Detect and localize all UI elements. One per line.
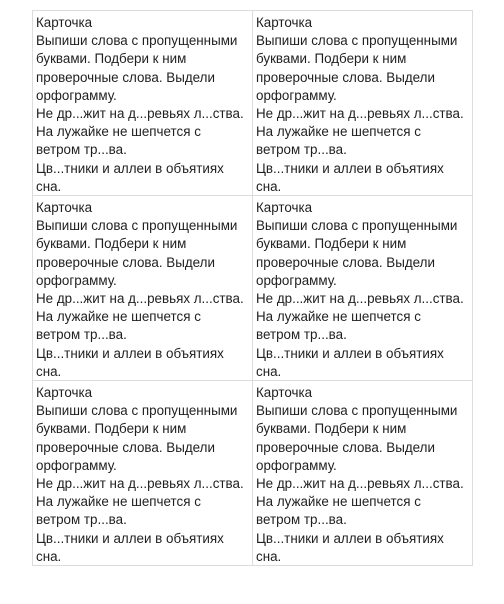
card: [253, 381, 473, 566]
card-task: Выпиши слова с пропущенными буквами. Подбери к ним проверочные слова. Выдели орфограмму.: [36, 33, 238, 103]
card-title: Карточка: [256, 15, 313, 30]
card-sentence-3: Цв...тники и аллеи в объятиях сна.: [36, 530, 224, 564]
card-sentence-3: Цв...тники и аллеи в объятиях сна.: [256, 530, 444, 564]
card: [33, 11, 253, 196]
card-title: Карточка: [256, 385, 313, 400]
card-sentence-3: Цв...тники и аллеи в объятиях сна.: [36, 160, 224, 194]
card-sentence-2: На лужайке не шепчется с ветром тр...ва.: [36, 124, 201, 158]
card-sentence-3: Цв...тники и аллеи в объятиях сна.: [36, 345, 224, 379]
card-title: Карточка: [36, 385, 93, 400]
card-sentence-1: Не др...жит на д...ревьях л...ства.: [36, 106, 244, 122]
card: [33, 196, 253, 381]
card-sentence-2: На лужайке не шепчется с ветром тр...ва.: [256, 124, 421, 158]
card-sentence-1: Не др...жит на д...ревьях л...ства.: [256, 476, 464, 492]
card-task: Выпиши слова с пропущенными буквами. Подбери к ним проверочные слова. Выдели орфограмму.: [36, 403, 238, 473]
card-sentence-2: На лужайке не шепчется с ветром тр...ва.: [256, 309, 421, 343]
card-sentence-2: На лужайке не шепчется с ветром тр...ва.: [36, 309, 201, 343]
card-title: Карточка: [36, 15, 93, 30]
card-task: Выпиши слова с пропущенными буквами. Подбери к ним проверочные слова. Выдели орфограмму.: [256, 403, 458, 473]
card-task: Выпиши слова с пропущенными буквами. Подбери к ним проверочные слова. Выдели орфограмму.: [256, 33, 458, 103]
card-sentence-2: На лужайке не шепчется с ветром тр...ва.: [36, 494, 201, 528]
card-task: Выпиши слова с пропущенными буквами. Подбери к ним проверочные слова. Выдели орфограмму.: [36, 218, 238, 288]
card-sentence-1: Не др...жит на д...ревьях л...ства.: [36, 291, 244, 307]
card-sentence-2: На лужайке не шепчется с ветром тр...ва.: [256, 494, 421, 528]
card: [33, 381, 253, 566]
card-sentence-3: Цв...тники и аллеи в объятиях сна.: [256, 160, 444, 194]
card-sentence-1: Не др...жит на д...ревьях л...ства.: [36, 476, 244, 492]
cards-table: [32, 10, 473, 566]
card-title: Карточка: [256, 200, 313, 215]
card-sentence-1: Не др...жит на д...ревьях л...ства.: [256, 291, 464, 307]
card-title: Карточка: [36, 200, 93, 215]
card: [253, 11, 473, 196]
card-sentence-1: Не др...жит на д...ревьях л...ства.: [256, 106, 464, 122]
card-task: Выпиши слова с пропущенными буквами. Подбери к ним проверочные слова. Выдели орфограмму.: [256, 218, 458, 288]
card: [253, 196, 473, 381]
card-sentence-3: Цв...тники и аллеи в объятиях сна.: [256, 345, 444, 379]
